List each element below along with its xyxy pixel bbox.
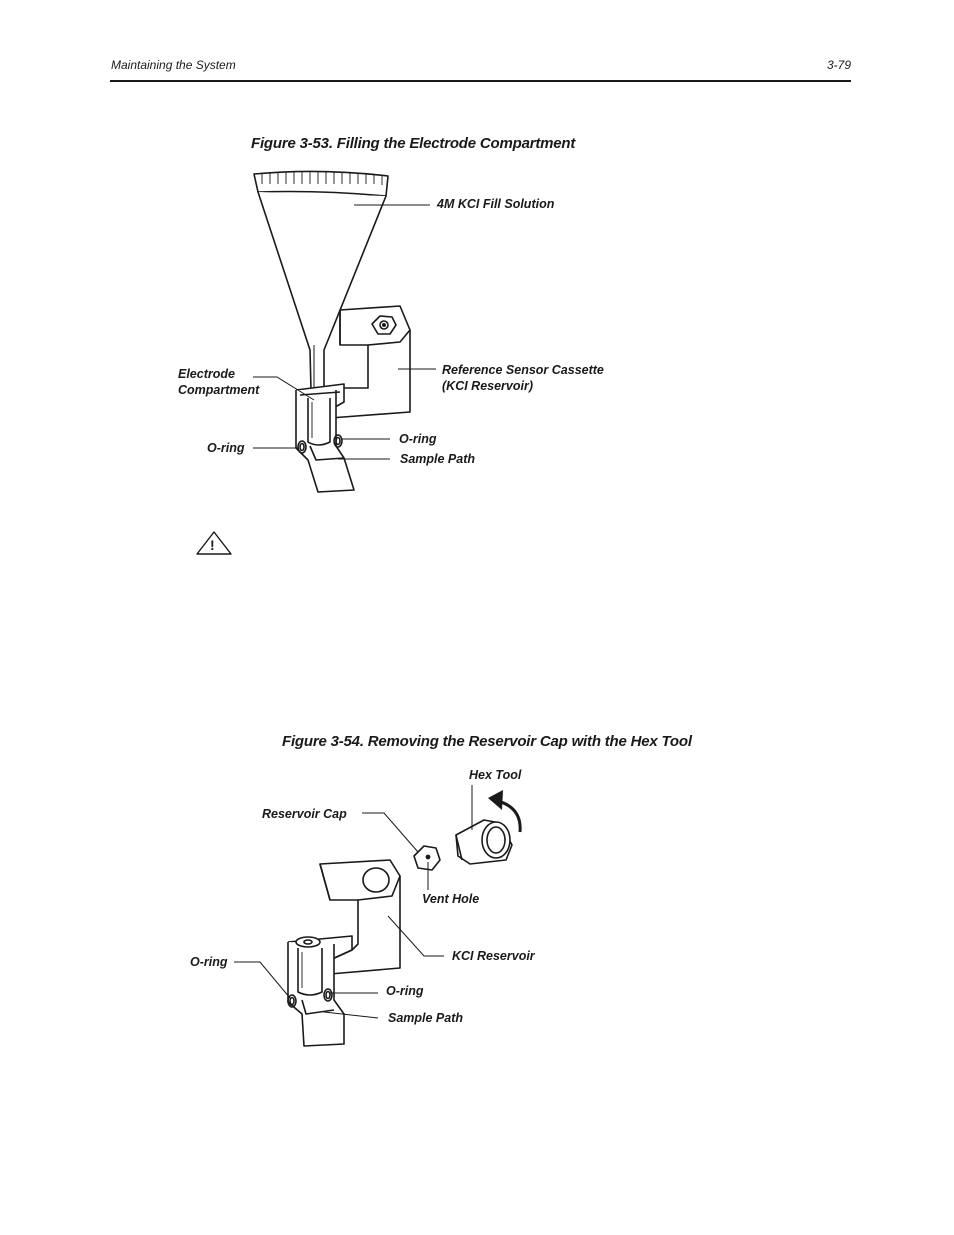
figure-3-54-caption: Figure 3-54. Removing the Reservoir Cap with the Hex Tool (282, 733, 692, 750)
hex-tool-icon (456, 820, 512, 864)
label-sample-path: Sample Path (400, 452, 476, 466)
label-ref-cassette-line1: Reference Sensor Cassette (442, 363, 604, 377)
label-oring-right: O-ring (399, 432, 437, 446)
label-oring-left-2: O-ring (190, 955, 228, 969)
label-electrode-line1: Electrode (178, 367, 235, 381)
reservoir-cap-icon (414, 846, 440, 870)
label-hex-tool: Hex Tool (469, 768, 522, 782)
label-vent-hole: Vent Hole (422, 892, 480, 906)
label-electrode-line2: Compartment (178, 383, 260, 397)
page-number: 3-79 (827, 58, 852, 72)
running-header-section: Maintaining the System (111, 58, 236, 72)
label-oring-right-2: O-ring (386, 984, 424, 998)
kci-reservoir-icon (288, 860, 400, 1046)
label-fill-solution: 4M KCI Fill Solution (437, 197, 555, 211)
label-reservoir-cap: Reservoir Cap (262, 807, 347, 821)
warning-exclamation: ! (210, 537, 215, 553)
label-oring-left: O-ring (207, 441, 245, 455)
label-sample-path-2: Sample Path (388, 1011, 464, 1025)
label-kci-reservoir: KCI Reservoir (452, 949, 535, 963)
figure-3-54-illustration (288, 790, 520, 1046)
figure-3-53-caption: Figure 3-53. Filling the Electrode Compartment (251, 135, 576, 152)
label-ref-cassette-line2: (KCI Reservoir) (442, 379, 533, 393)
